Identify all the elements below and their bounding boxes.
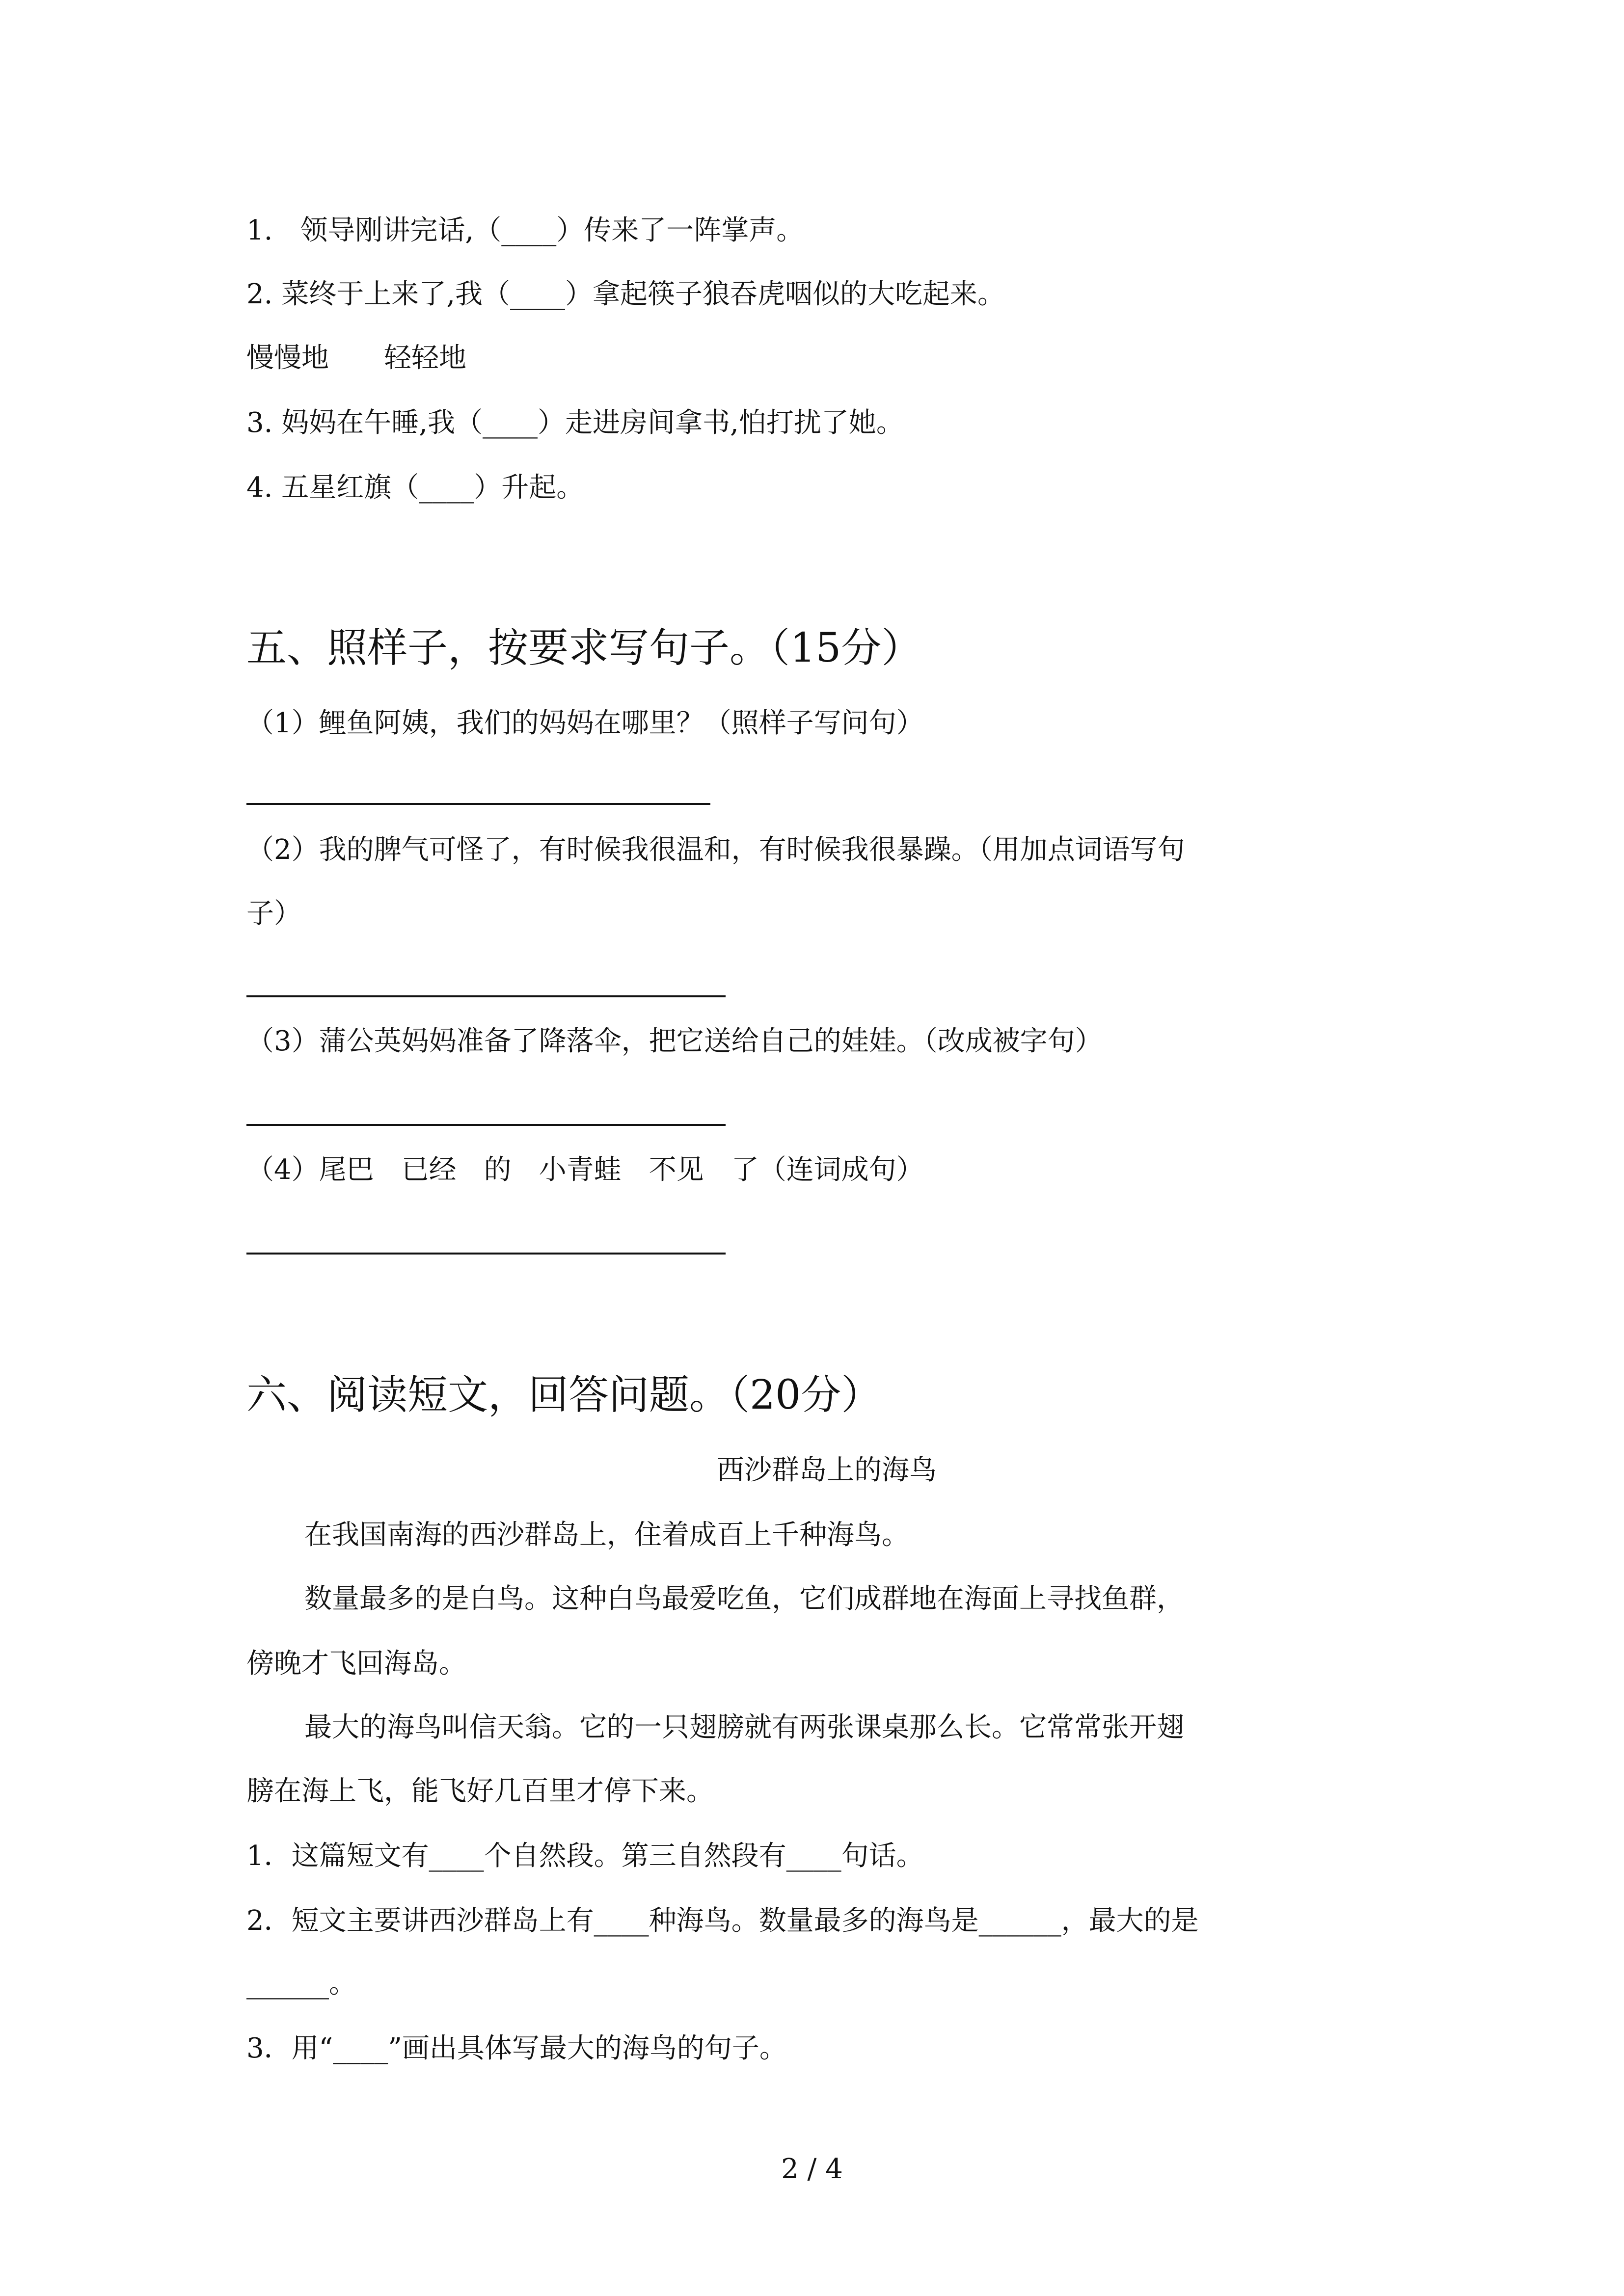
section-5-question-2: （2）我的脾气可怪了，有时候我很温和，有时候我很暴躁。（用加点词语写句 (246, 834, 1185, 866)
passage-paragraph-2-continued: 傍晚才飞回海岛。 (246, 1648, 466, 1680)
answer-line-4 (246, 1253, 726, 1255)
word-choices: 慢慢地 轻轻地 (246, 342, 466, 374)
fill-blank-item-4: 4. 五星红旗（____）升起。 (246, 472, 584, 504)
page-number: 2 / 4 (781, 2153, 843, 2185)
passage-paragraph-1: 在我国南海的西沙群岛上，住着成百上千种海鸟。 (304, 1519, 909, 1551)
answer-line-1 (246, 803, 710, 805)
section-5-heading: 五、照样子，按要求写句子。（15分） (246, 625, 922, 671)
reading-question-3: 3．用“____”画出具体写最大的海鸟的句子。 (246, 2032, 787, 2064)
reading-question-2: 2．短文主要讲西沙群岛上有____种海鸟。数量最多的海鸟是______，最大的是 (246, 1905, 1199, 1937)
answer-line-3 (246, 1124, 726, 1126)
fill-blank-item-1: 1. 领导刚讲完话,（____）传来了一阵掌声。 (246, 214, 804, 246)
reading-question-1: 1．这篇短文有____个自然段。第三自然段有____句话。 (246, 1840, 924, 1872)
section-5-question-4: （4）尾巴 已经 的 小青蛙 不见 了（连词成句） (246, 1154, 924, 1186)
section-5-question-1: （1）鲤鱼阿姨，我们的妈妈在哪里？（照样子写问句） (246, 707, 924, 739)
passage-paragraph-3-continued: 膀在海上飞，能飞好几百里才停下来。 (246, 1775, 714, 1807)
passage-paragraph-2: 数量最多的是白鸟。这种白鸟最爱吃鱼，它们成群地在海面上寻找鱼群， (304, 1583, 1184, 1615)
section-5-question-2-continued: 子） (246, 898, 301, 930)
section-6-heading: 六、阅读短文，回答问题。（20分） (246, 1372, 882, 1418)
answer-line-2 (246, 995, 726, 997)
passage-title: 西沙群岛上的海鸟 (717, 1454, 937, 1486)
fill-blank-item-2: 2. 菜终于上来了,我（____）拿起筷子狼吞虎咽似的大吃起来。 (246, 278, 1005, 310)
reading-question-2-continued: ______。 (246, 1968, 356, 2000)
fill-blank-item-3: 3. 妈妈在午睡,我（____）走进房间拿书,怕打扰了她。 (246, 407, 904, 439)
passage-paragraph-3: 最大的海鸟叫信天翁。它的一只翅膀就有两张课桌那么长。它常常张开翅 (304, 1711, 1184, 1743)
section-5-question-3: （3）蒲公英妈妈准备了降落伞，把它送给自己的娃娃。（改成被字句） (246, 1025, 1103, 1057)
